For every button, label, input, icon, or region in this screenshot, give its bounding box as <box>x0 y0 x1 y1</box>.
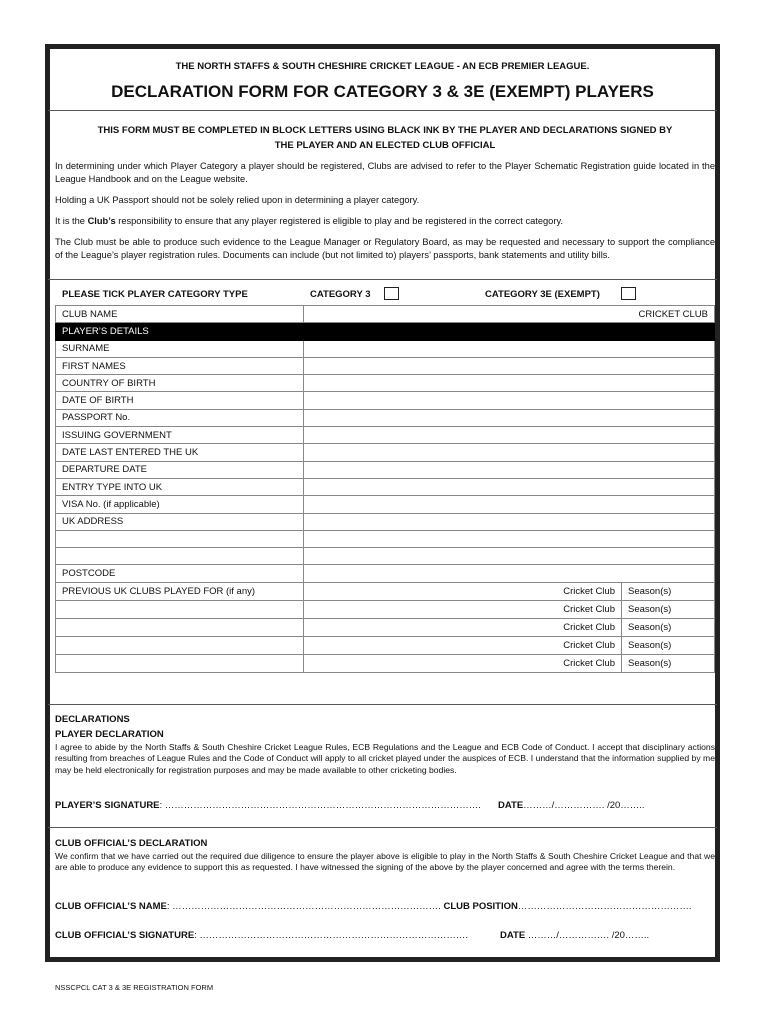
surname-field[interactable] <box>304 340 715 357</box>
passport-number-field[interactable] <box>304 409 715 426</box>
uk-address-field-2[interactable] <box>304 530 715 547</box>
player-declaration-heading: PLAYER DECLARATION <box>55 729 164 740</box>
divider <box>48 704 717 705</box>
table-row <box>56 654 715 672</box>
player-details-table <box>55 305 715 673</box>
form-title: DECLARATION FORM FOR CATEGORY 3 & 3E (EXEMPT) PLAYERS <box>111 82 654 101</box>
table-row <box>56 323 715 340</box>
table-row <box>56 340 715 357</box>
country-of-birth-field[interactable] <box>304 375 715 392</box>
field-label: VISA No. (if applicable) <box>56 496 304 513</box>
player-declaration-text: I agree to abide by the North Staffs & South Cheshire Cricket League Rules, ECB Regulations and the League and ECB Code of Conduct. I accept that disciplinary actions resulting from breaches of League Rules and the Code of Conduct will apply to all cricket played under the auspices of ECB. I understand that the information supplied by me may be held electronically for registration purposes and may be made available to other cricketing bodies. <box>55 742 715 775</box>
field-label: ISSUING GOVERNMENT <box>56 427 304 444</box>
first-names-field[interactable] <box>304 357 715 374</box>
official-date-line[interactable]: DATE ………/……………. /20…….. <box>500 930 650 941</box>
official-declaration-heading: CLUB OFFICIAL’S DECLARATION <box>55 838 208 849</box>
previous-club-field-4[interactable]: Cricket Club Season(s) <box>304 636 715 654</box>
field-label: DATE OF BIRTH <box>56 392 304 409</box>
previous-club-field-5[interactable]: Cricket Club Season(s) <box>304 654 715 672</box>
table-row <box>56 548 715 565</box>
table-row <box>56 461 715 478</box>
field-label: DATE LAST ENTERED THE UK <box>56 444 304 461</box>
table-row <box>56 618 715 636</box>
players-details-heading-fill <box>304 323 715 340</box>
table-row <box>56 582 715 600</box>
previous-club-field-3[interactable]: Cricket Club Season(s) <box>304 618 715 636</box>
uk-address-field-1[interactable] <box>304 513 715 530</box>
table-row <box>56 444 715 461</box>
previous-clubs-label: PREVIOUS UK CLUBS PLAYED FOR (if any) <box>56 582 304 600</box>
table-row <box>56 565 715 582</box>
players-details-heading: PLAYER’S DETAILS <box>56 323 304 340</box>
table-row <box>56 600 715 618</box>
previous-club-field-2[interactable]: Cricket Club Season(s) <box>304 600 715 618</box>
issuing-government-field[interactable] <box>304 427 715 444</box>
instruction-para-3: It is the Club’s responsibility to ensure that any player registered is eligible to play and be registered in the correct category. <box>55 216 563 226</box>
table-row <box>56 306 715 323</box>
field-label: PASSPORT No. <box>56 409 304 426</box>
club-name-label: CLUB NAME <box>56 306 304 323</box>
previous-club-field-1[interactable]: Cricket Club Season(s) <box>304 582 715 600</box>
empty-label <box>56 548 304 565</box>
instruction-para-1: In determining under which Player Category a player should be registered, Clubs are advised to refer to the Player Schematic Registration guide located in the League Handbook and on the League website. <box>55 161 715 184</box>
uk-address-field-3[interactable] <box>304 548 715 565</box>
divider <box>48 827 717 828</box>
official-declaration-text: We confirm that we have carried out the required due diligence to ensure the player above is eligible to play in the North Staffs & South Cheshire Cricket League and that we are able to produce any evidence to support this as requested. I have witnessed the signing of the above by the player concerned and agree with the terms therein. <box>55 851 715 873</box>
table-row <box>56 513 715 530</box>
table-row <box>56 375 715 392</box>
date-last-entered-field[interactable] <box>304 444 715 461</box>
official-name-line[interactable]: CLUB OFFICIAL’S NAME: …………………………………………………………………………. CLUB POSITION………………………………………………. <box>55 901 692 912</box>
table-row <box>56 496 715 513</box>
category-3-label: CATEGORY 3 <box>310 289 371 300</box>
club-name-field[interactable]: CRICKET CLUB <box>304 306 715 323</box>
field-label: DEPARTURE DATE <box>56 461 304 478</box>
divider <box>48 110 717 111</box>
category-3e-label: CATEGORY 3E (EXEMPT) <box>485 289 600 300</box>
table-row <box>56 478 715 495</box>
league-line: THE NORTH STAFFS & SOUTH CHESHIRE CRICKET LEAGUE - AN ECB PREMIER LEAGUE. <box>175 61 590 72</box>
field-label: UK ADDRESS <box>56 513 304 530</box>
table-row <box>56 392 715 409</box>
category-3-checkbox[interactable] <box>384 287 399 300</box>
instruction-para-2: Holding a UK Passport should not be solely relied upon in determining a player category. <box>55 195 420 205</box>
category-tick-row <box>55 286 715 304</box>
instructions-heading: THIS FORM MUST BE COMPLETED IN BLOCK LETTERS USING BLACK INK BY THE PLAYER AND DECLARATIONS SIGNED BY THE PLAYER AND AN ELECTED CLUB OFFICIAL <box>97 125 673 151</box>
empty-label <box>56 600 304 618</box>
player-date-line[interactable]: DATE………/……………. /20…….. <box>498 800 645 811</box>
date-of-birth-field[interactable] <box>304 392 715 409</box>
empty-label <box>56 636 304 654</box>
postcode-field[interactable] <box>304 565 715 582</box>
instruction-para-4: The Club must be able to produce such evidence to the League Manager or Regulatory Board, as may be requested and necessary to support the compliance of the League’s player registration rules. Documents can include (but not limited to) players’ passports, bank statements and utility bills. <box>55 237 715 260</box>
departure-date-field[interactable] <box>304 461 715 478</box>
category-3e-checkbox[interactable] <box>621 287 636 300</box>
empty-label <box>56 618 304 636</box>
divider <box>48 279 717 280</box>
footer-text: NSSCPCL CAT 3 & 3E REGISTRATION FORM <box>55 983 214 992</box>
table-row <box>56 636 715 654</box>
declarations-heading: DECLARATIONS <box>55 714 130 725</box>
table-row <box>56 427 715 444</box>
postcode-label: POSTCODE <box>56 565 304 582</box>
field-label: ENTRY TYPE INTO UK <box>56 478 304 495</box>
field-label: FIRST NAMES <box>56 357 304 374</box>
field-label: SURNAME <box>56 340 304 357</box>
empty-label <box>56 654 304 672</box>
table-row <box>56 409 715 426</box>
entry-type-field[interactable] <box>304 478 715 495</box>
visa-number-field[interactable] <box>304 496 715 513</box>
player-signature-line[interactable]: PLAYER’S SIGNATURE: ………………………………………………………………………………………. <box>55 800 481 811</box>
field-label: COUNTRY OF BIRTH <box>56 375 304 392</box>
official-signature-line[interactable]: CLUB OFFICIAL’S SIGNATURE: …………………………………………………………………………. <box>55 930 469 941</box>
table-row <box>56 530 715 547</box>
empty-label <box>56 530 304 547</box>
category-label: PLEASE TICK PLAYER CATEGORY TYPE <box>62 289 248 300</box>
table-row <box>56 357 715 374</box>
